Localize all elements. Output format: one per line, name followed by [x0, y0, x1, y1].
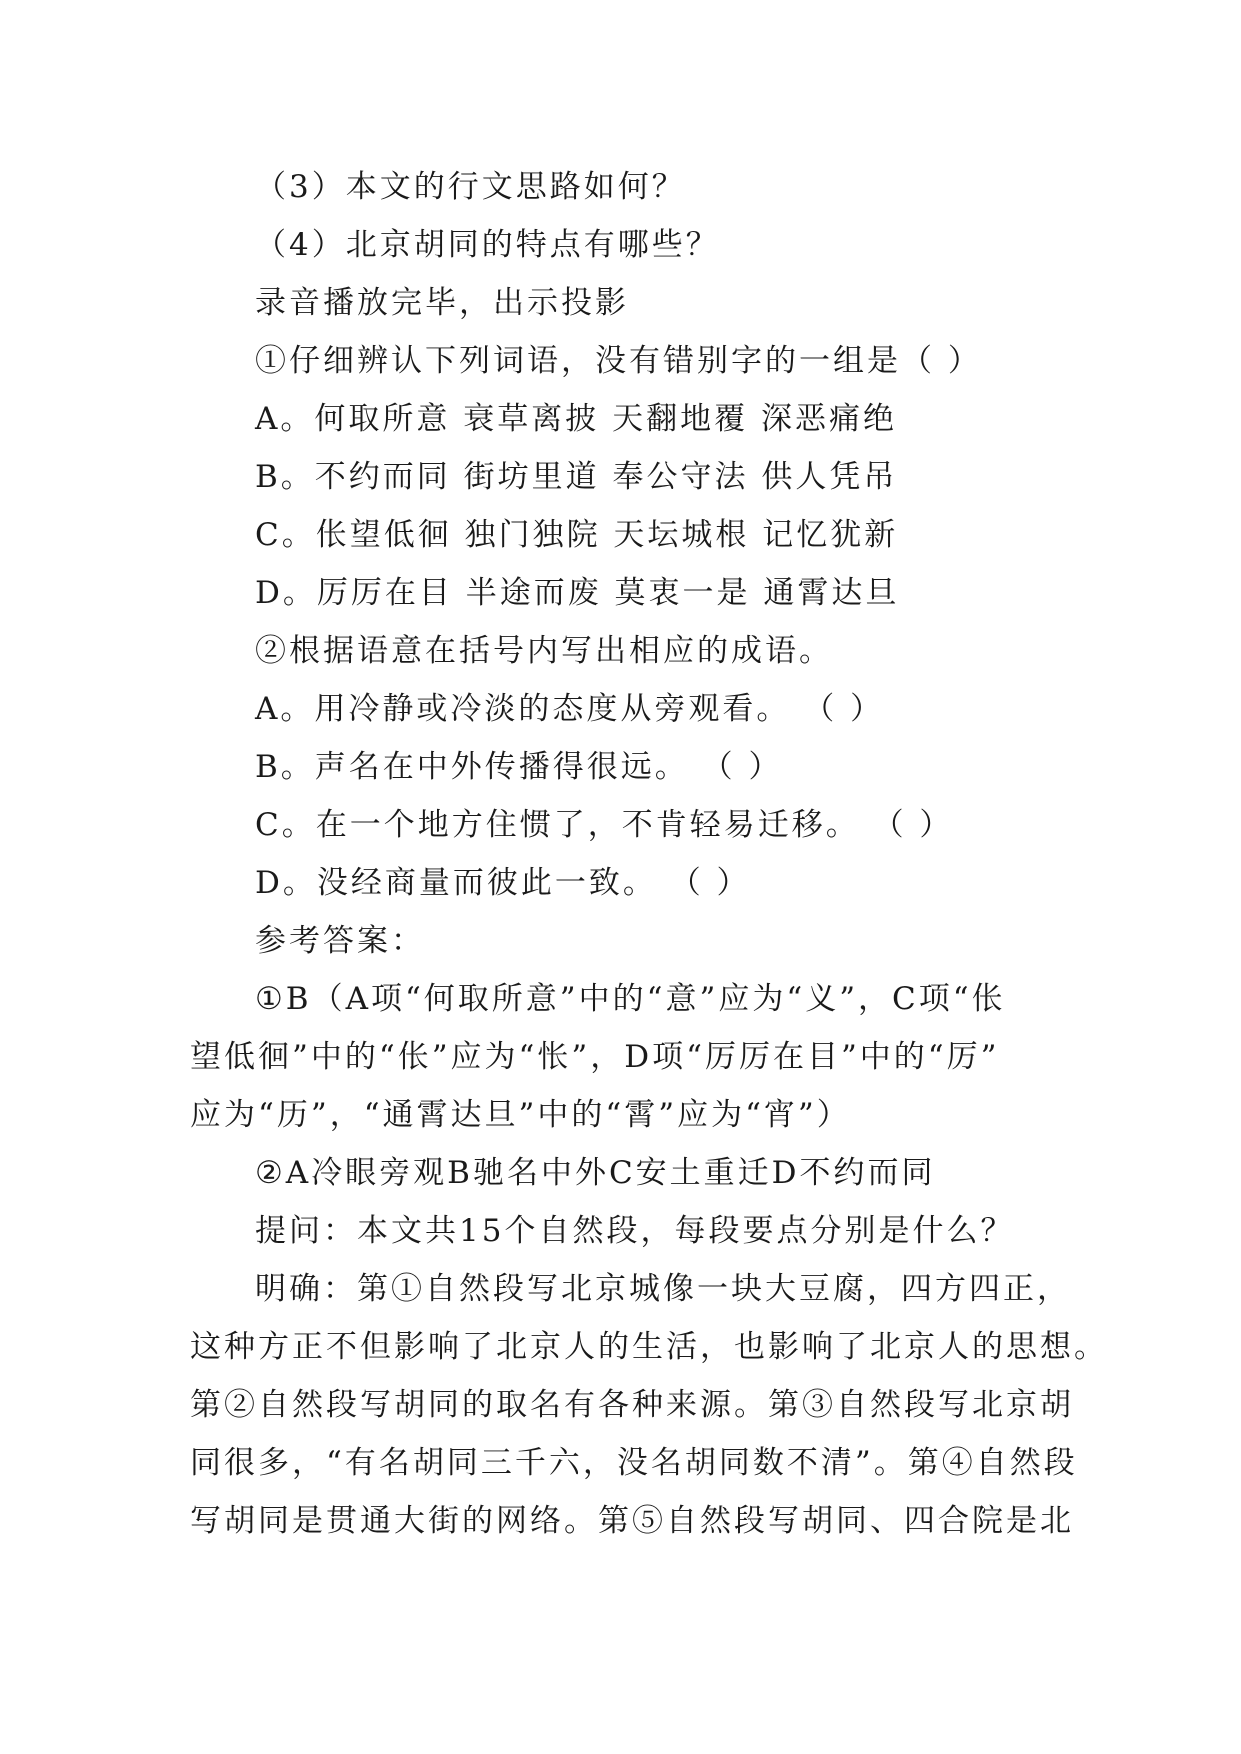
explanation-line-1: 明确：第①自然段写北京城像一块大豆腐，四方四正，	[255, 1271, 1071, 1307]
exercise-2-item-b: B。声名在中外传播得很远。 （ ）	[255, 749, 783, 785]
exercise-2-item-d: D。没经商量而彼此一致。 （ ）	[255, 865, 751, 901]
answer-heading: 参考答案：	[255, 923, 425, 959]
exercise-1-option-c: C。伥望低徊 独门独院 天坛城根 记忆犹新	[255, 517, 899, 553]
exercise-2-item-a: A。用冷静或冷淡的态度从旁观看。 （ ）	[255, 691, 885, 727]
exercise-1-option-a: A。何取所意 衰草离披 天翻地覆 深恶痛绝	[255, 401, 897, 437]
answer-2: ②A冷眼旁观B驰名中外C安土重迁D不约而同	[255, 1155, 936, 1191]
explanation-line-3: 第②自然段写胡同的取名有各种来源。第③自然段写北京胡	[190, 1387, 1074, 1423]
exercise-1-option-d: D。厉厉在目 半途而废 莫衷一是 通霄达旦	[255, 575, 900, 611]
explanation-line-5: 写胡同是贯通大街的网络。第⑤自然段写胡同、四合院是北	[190, 1503, 1074, 1539]
answer-1-line-3: 应为“历”，“通霄达旦”中的“霄”应为“宵”）	[190, 1097, 851, 1133]
question-4: （4）北京胡同的特点有哪些？	[255, 227, 720, 263]
answer-1-line-2: 望低徊”中的“伥”应为“怅”，D项“厉厉在目”中的“厉”	[190, 1039, 1000, 1075]
answer-1-line-1: ①B（A项“何取所意”中的“意”应为“义”，C项“伥	[255, 981, 1006, 1017]
exercise-2-prompt: ②根据语意在括号内写出相应的成语。	[255, 633, 833, 669]
question-paragraphs: 提问：本文共15个自然段，每段要点分别是什么？	[255, 1213, 1015, 1249]
question-3: （3）本文的行文思路如何？	[255, 169, 686, 205]
exercise-1-option-b: B。不约而同 街坊里道 奉公守法 供人凭吊	[255, 459, 898, 495]
explanation-line-2: 这种方正不但影响了北京人的生活，也影响了北京人的思想。	[190, 1329, 1108, 1365]
exercise-2-item-c: C。在一个地方住惯了，不肯轻易迁移。 （ ）	[255, 807, 954, 843]
instruction-line: 录音播放完毕，出示投影	[255, 285, 629, 321]
exercise-1-prompt: ①仔细辨认下列词语，没有错别字的一组是（ ）	[255, 343, 982, 379]
explanation-line-4: 同很多，“有名胡同三千六，没名胡同数不清”。第④自然段	[190, 1445, 1078, 1481]
